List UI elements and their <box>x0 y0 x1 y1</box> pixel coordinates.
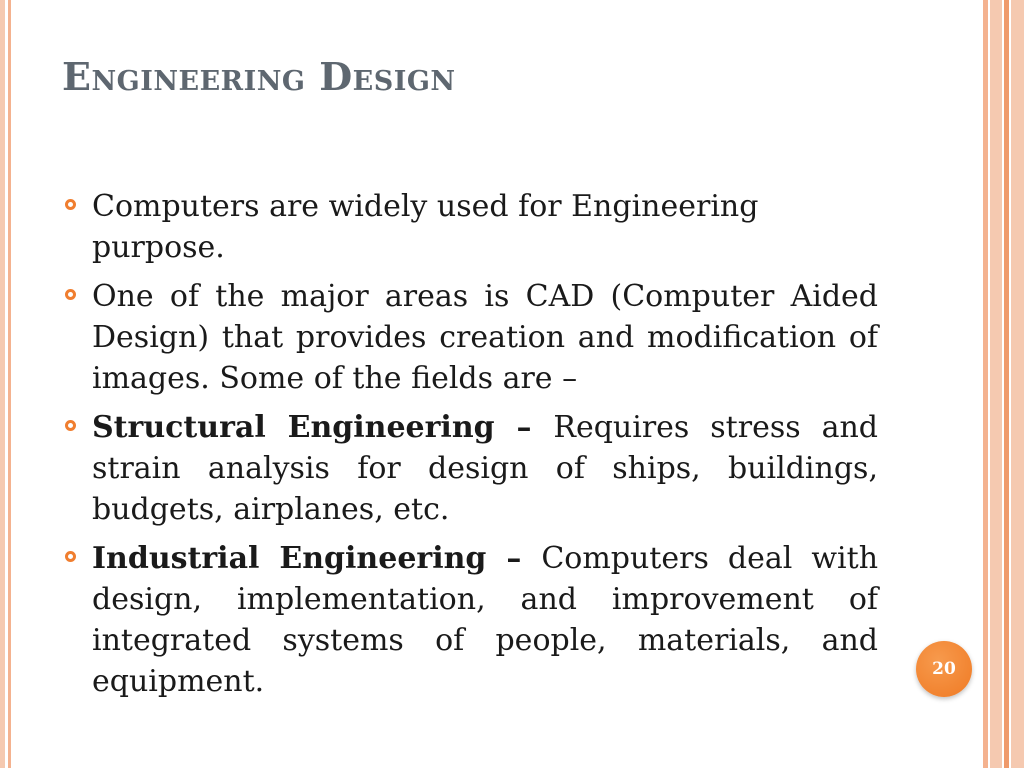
bullet-term: Industrial Engineering <box>92 541 487 576</box>
border-stripe-left <box>0 0 5 768</box>
border-stripe-right-1 <box>983 0 988 768</box>
border-stripe-right-2 <box>990 0 1002 768</box>
bullet-separator: – <box>494 410 554 445</box>
bullet-icon <box>65 289 76 300</box>
bullet-text: Computers deal with design, implementation, and improvement of integrated systems of people, materials, and equipment. <box>92 541 879 699</box>
bullet-icon <box>65 551 76 562</box>
bullet-icon <box>65 420 76 431</box>
bullet-item <box>62 276 878 399</box>
bullet-item <box>62 407 878 530</box>
page-number-badge <box>916 641 972 697</box>
bullet-item <box>62 538 878 702</box>
bullet-icon <box>65 199 76 210</box>
page-number: 20 <box>932 659 956 679</box>
bullet-item <box>62 186 878 268</box>
bullet-list <box>62 186 878 710</box>
border-stripe-right-4 <box>1011 0 1024 768</box>
border-stripe-right-3 <box>1004 0 1009 768</box>
bullet-text: Computers are widely used for Engineering purpose. <box>92 189 759 265</box>
bullet-separator: – <box>486 541 542 576</box>
slide-title: Engineering Design <box>62 54 456 99</box>
bullet-term: Structural Engineering <box>92 410 495 445</box>
border-stripe-left-accent <box>8 0 11 768</box>
bullet-text: One of the major areas is CAD (Computer Aided Design) that provides creation and modification of images. Some of the fields are – <box>92 279 878 396</box>
bullet-text: Requires stress and strain analysis for design of ships, buildings, budgets, airplanes, etc. <box>92 410 879 527</box>
